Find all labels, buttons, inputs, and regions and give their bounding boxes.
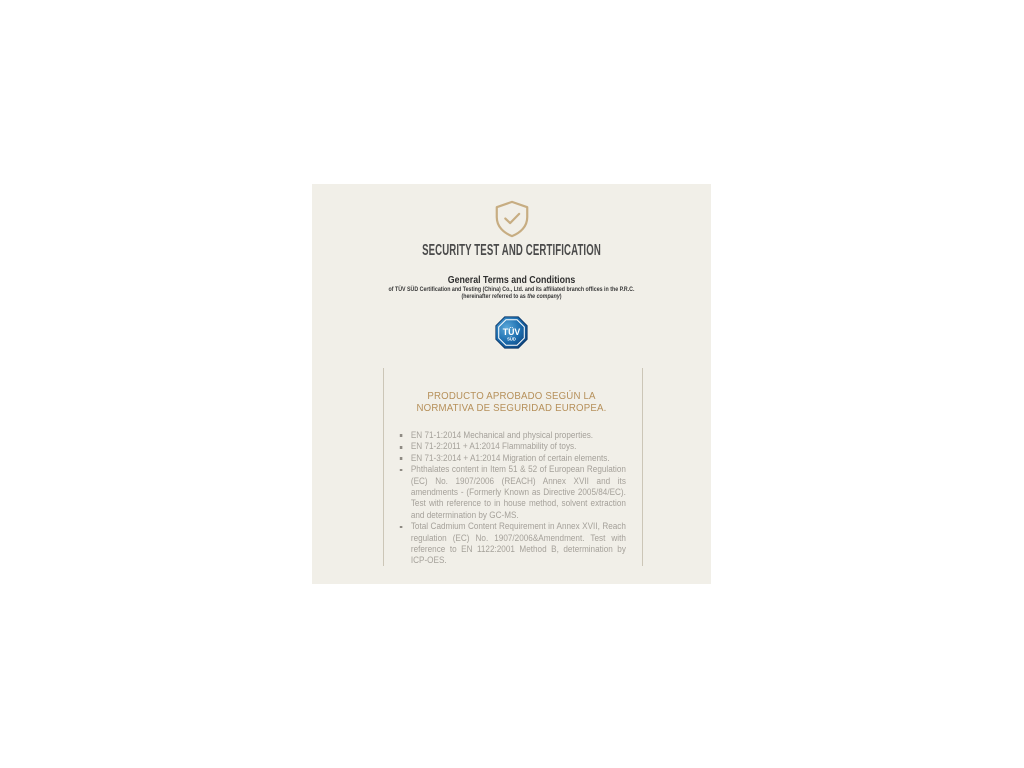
sud-logo-text: SÜD bbox=[507, 336, 516, 342]
terms-heading: General Terms and Conditions bbox=[447, 275, 576, 286]
approval-section bbox=[312, 368, 711, 566]
terms-hereinafter-line: (hereinafter referred to as the company) bbox=[461, 294, 562, 300]
list-item: EN 71-2:2011 + A1:2014 Flammability of toys. bbox=[410, 441, 625, 452]
list-item: Total Cadmium Content Requirement in Annex XVII, Reach regulation (EC) No. 1907/2006&Amendment. Test with reference to EN 1122:2001 Method B, determination by ICP-OES. bbox=[410, 521, 626, 567]
shield-check-icon bbox=[491, 199, 533, 239]
page-title: SECURITY TEST AND CERTIFICATION bbox=[422, 242, 601, 259]
list-item: EN 71-1:2014 Mechanical and physical properties. bbox=[410, 430, 625, 441]
tuv-logo-text: TÜV bbox=[502, 326, 521, 337]
terms-company-line: of TÜV SÜD Certification and Testing (China) Co., Ltd. and its affiliated branch offices in the P.R.C. bbox=[388, 287, 635, 293]
certificate-card bbox=[312, 184, 711, 584]
list-item: EN 71-3:2014 + A1:2014 Migration of certain elements. bbox=[410, 453, 625, 464]
general-terms-block bbox=[336, 275, 687, 301]
tuv-sud-logo bbox=[495, 316, 528, 349]
approval-heading: PRODUCTO APROBADO SEGÚN LA NORMATIVA DE SEGURIDAD EUROPEA. bbox=[416, 390, 607, 414]
list-item: Phthalates content in Item 51 & 52 of European Regulation (EC) No. 1907/2006 (REACH) Annex XVII and its amendments - (Formerly Known as Directive 2005/84/EC). Test with reference to in house method, solvent extraction and determination by GC-MS. bbox=[410, 464, 626, 521]
standards-list bbox=[398, 430, 626, 567]
